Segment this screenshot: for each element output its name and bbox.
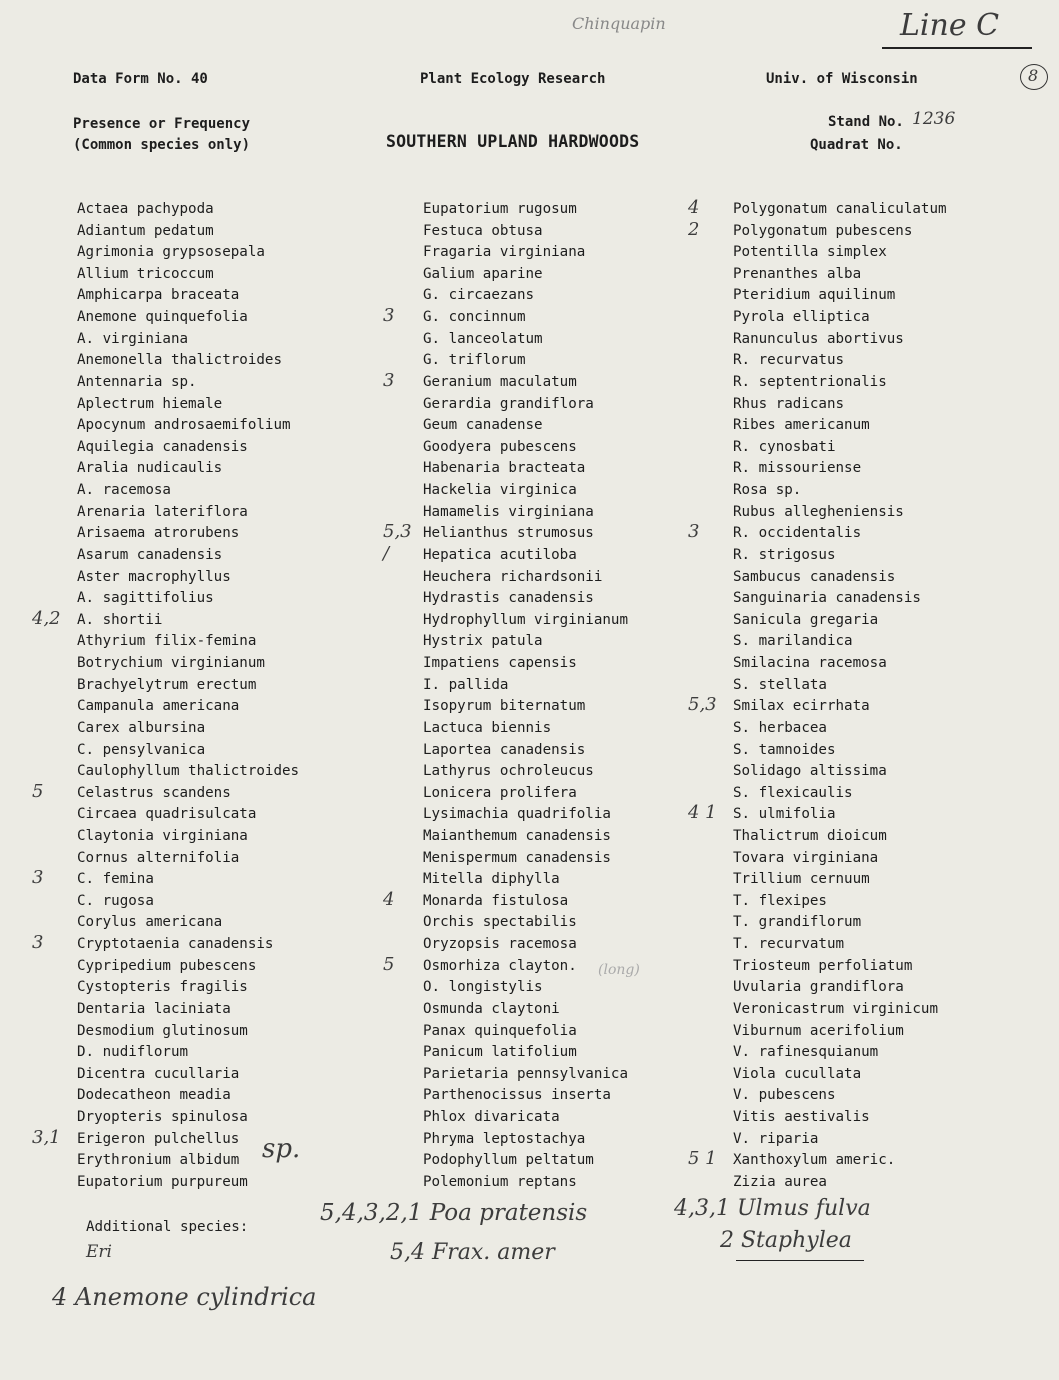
species-name: Hystrix patula — [423, 633, 543, 650]
species-name: R. strigosus — [733, 546, 836, 563]
stand-number: 1236 — [912, 109, 956, 129]
species-name: Polemonium reptans — [423, 1173, 577, 1190]
species-name: Geum canadense — [423, 417, 543, 434]
species-name: A. sagittifolius — [77, 590, 214, 607]
species-name: S. herbacea — [733, 719, 827, 736]
species-name: Smilacina racemosa — [733, 655, 887, 672]
species-name: Sambucus canadensis — [733, 568, 896, 585]
species-name: Solidago altissima — [733, 763, 887, 780]
species-name: Athyrium filix-femina — [77, 633, 257, 650]
species-name: Hydrophyllum virginianum — [423, 611, 628, 628]
frequency-mark: 3,1 — [32, 1126, 61, 1148]
species-name: Dodecatheon meadia — [77, 1087, 231, 1104]
sp-annotation: sp. — [262, 1134, 301, 1164]
species-name: Actaea pachypoda — [77, 201, 214, 217]
line-label-underline — [882, 47, 1032, 49]
species-name: Aplectrum hiemale — [77, 395, 223, 412]
species-name: R. septentrionalis — [733, 373, 887, 390]
species-name: Cystopteris fragilis — [77, 979, 248, 996]
species-name: G. lanceolatum — [423, 330, 543, 347]
species-name: S. flexicaulis — [733, 784, 853, 801]
species-name: T. recurvatum — [733, 936, 845, 953]
species-name: R. recurvatus — [733, 352, 845, 369]
species-name: Adiantum pedatum — [77, 222, 214, 239]
species-name: Erythronium albidum — [77, 1152, 240, 1169]
species-name: Lonicera prolifera — [423, 784, 577, 801]
frequency-mark: 3 — [32, 867, 44, 889]
species-name: G. triflorum — [423, 352, 526, 369]
species-name: Pyrola elliptica — [733, 309, 870, 326]
species-name: Botrychium virginianum — [77, 655, 265, 672]
species-name: S. ulmifolia — [733, 806, 836, 823]
species-name: Gerardia grandiflora — [423, 395, 594, 412]
species-name: Xanthoxylum americ. — [733, 1152, 896, 1169]
species-name: Desmodium glutinosum — [77, 1022, 248, 1039]
species-name: R. missouriense — [733, 460, 862, 477]
presence-frequency-label: Presence or Frequency — [73, 116, 251, 132]
additional-species-label: Additional species: — [86, 1219, 249, 1235]
species-name: Aquilegia canadensis — [77, 438, 248, 455]
species-name: Aster macrophyllus — [77, 568, 231, 585]
species-name: Festuca obtusa — [423, 222, 543, 239]
species-name: Osmorhiza clayton. — [423, 957, 577, 974]
species-name: Smilax ecirrhata — [733, 698, 870, 715]
species-name: Hepatica acutiloba — [423, 546, 577, 563]
species-name: Viburnum acerifolium — [733, 1022, 904, 1039]
species-name: Sanguinaria canadensis — [733, 590, 921, 607]
species-name: Cypripedium pubescens — [77, 957, 257, 974]
species-name: Dicentra cucullaria — [77, 1065, 240, 1082]
species-name: V. riparia — [733, 1130, 819, 1147]
species-name: Sanicula gregaria — [733, 611, 879, 628]
species-name: Menispermum canadensis — [423, 849, 611, 866]
species-name: Prenanthes alba — [733, 265, 862, 282]
species-name: Uvularia grandiflora — [733, 979, 904, 996]
species-name: Veronicastrum virginicum — [733, 1000, 938, 1017]
form-title: SOUTHERN UPLAND HARDWOODS — [386, 132, 640, 151]
species-name: Panax quinquefolia — [423, 1022, 577, 1039]
species-name: Monarda fistulosa — [423, 892, 569, 909]
species-name: Cryptotaenia canadensis — [77, 936, 274, 953]
species-name: Rubus allegheniensis — [733, 503, 904, 520]
frequency-mark: 3 — [32, 932, 44, 954]
form-number: Data Form No. 40 — [73, 71, 208, 87]
species-name: Pteridium aquilinum — [733, 287, 896, 304]
species-name: Potentilla simplex — [733, 244, 887, 261]
species-name: Parietaria pennsylvanica — [423, 1065, 628, 1082]
species-name: T. grandiflorum — [733, 914, 862, 931]
species-name: Phlox divaricata — [423, 1109, 560, 1126]
species-name: Panicum latifolium — [423, 1044, 577, 1061]
species-name: Mitella diphylla — [423, 871, 560, 888]
frequency-mark: 4,2 — [32, 607, 61, 629]
species-name: Allium tricoccum — [77, 265, 214, 282]
top-handwritten-note: Chinquapin — [572, 14, 666, 33]
staphylea-underline — [736, 1260, 864, 1261]
quadrat-label: Quadrat No. — [810, 137, 903, 153]
species-name: Campanula americana — [77, 698, 240, 715]
species-name: Eupatorium rugosum — [423, 201, 577, 217]
frequency-mark: 2 — [688, 218, 700, 240]
species-name: Aralia nudicaulis — [77, 460, 223, 477]
species-name: Lactuca biennis — [423, 719, 552, 736]
species-name: Podophyllum peltatum — [423, 1152, 594, 1169]
page-number: 8 — [1028, 66, 1039, 85]
species-name: Corylus americana — [77, 914, 223, 931]
species-name: G. concinnum — [423, 309, 526, 326]
stand-label: Stand No. — [828, 114, 904, 130]
species-name: A. shortii — [77, 611, 163, 628]
species-name: S. marilandica — [733, 633, 853, 650]
frequency-mark: 3 — [688, 521, 700, 543]
species-name: A. virginiana — [77, 330, 189, 347]
frequency-mark: 5 — [32, 780, 44, 802]
species-name: Agrimonia grypsosepala — [77, 244, 265, 261]
species-name: Heuchera richardsonii — [423, 568, 603, 585]
species-name: C. pensylvanica — [77, 741, 206, 758]
species-name: A. racemosa — [77, 482, 171, 499]
additional-species-6: 2 Staphylea — [720, 1228, 852, 1253]
species-name: Zizia aurea — [733, 1173, 827, 1190]
species-name: Antennaria sp. — [77, 373, 197, 390]
species-name: Parthenocissus inserta — [423, 1087, 611, 1104]
species-name: Phryma leptostachya — [423, 1130, 586, 1147]
species-name: Ranunculus abortivus — [733, 330, 904, 347]
frequency-mark: 4 — [383, 888, 395, 910]
species-name: Orchis spectabilis — [423, 914, 577, 931]
species-name: Maianthemum canadensis — [423, 827, 611, 844]
species-name: Asarum canadensis — [77, 546, 223, 563]
species-name: Cornus alternifolia — [77, 849, 240, 866]
species-name: R. occidentalis — [733, 525, 862, 542]
species-name: Lathyrus ochroleucus — [423, 763, 594, 780]
species-name: C. femina — [77, 871, 154, 888]
frequency-mark: 3 — [383, 305, 395, 327]
species-name: I. pallida — [423, 676, 509, 693]
species-name: Goodyera pubescens — [423, 438, 577, 455]
frequency-mark: 4 1 — [688, 802, 717, 824]
frequency-mark: 5 1 — [688, 1148, 717, 1170]
species-name: Rosa sp. — [733, 482, 802, 499]
species-name: S. tamnoides — [733, 741, 836, 758]
species-name: Impatiens capensis — [423, 655, 577, 672]
additional-species-3: 5,4,3,2,1 Poa pratensis — [320, 1200, 588, 1226]
species-name: Arisaema atrorubens — [77, 525, 240, 542]
university: Univ. of Wisconsin — [766, 71, 918, 87]
frequency-mark: / — [383, 542, 390, 564]
species-name: Celastrus scandens — [77, 784, 231, 801]
species-name: Habenaria bracteata — [423, 460, 586, 477]
species-name: Rhus radicans — [733, 395, 845, 412]
species-name: S. stellata — [733, 676, 827, 693]
species-name: Ribes americanum — [733, 417, 870, 434]
species-name: Claytonia virginiana — [77, 827, 248, 844]
species-name: Triosteum perfoliatum — [733, 957, 913, 974]
species-name: V. rafinesquianum — [733, 1044, 879, 1061]
species-name: G. circaezans — [423, 287, 535, 304]
species-name: T. flexipes — [733, 892, 827, 909]
species-name: Hamamelis virginiana — [423, 503, 594, 520]
additional-species-1: Eri — [86, 1242, 112, 1262]
species-name: Helianthus strumosus — [423, 525, 594, 542]
common-species-label: (Common species only) — [73, 137, 251, 153]
species-name: O. longistylis — [423, 979, 543, 996]
species-name: Osmunda claytoni — [423, 1000, 560, 1017]
species-name: D. nudiflorum — [77, 1044, 189, 1061]
additional-species-4: 5,4 Frax. amer — [390, 1240, 555, 1265]
species-name: Lysimachia quadrifolia — [423, 806, 611, 823]
species-name: Galium aparine — [423, 265, 543, 282]
species-name: Isopyrum biternatum — [423, 698, 586, 715]
species-name: Apocynum androsaemifolium — [77, 417, 291, 434]
frequency-mark: 4 — [688, 197, 700, 218]
species-name: Dentaria laciniata — [77, 1000, 231, 1017]
species-name: V. pubescens — [733, 1087, 836, 1104]
species-name: Oryzopsis racemosa — [423, 936, 577, 953]
species-name: Tovara virginiana — [733, 849, 879, 866]
species-name: Hackelia virginica — [423, 482, 577, 499]
frequency-mark: 5,3 — [383, 521, 412, 543]
species-name: Vitis aestivalis — [733, 1109, 870, 1126]
species-name: Anemone quinquefolia — [77, 309, 248, 326]
species-name: Polygonatum canaliculatum — [733, 201, 947, 217]
species-name: R. cynosbati — [733, 438, 836, 455]
species-name: Polygonatum pubescens — [733, 222, 913, 239]
margin-note: (long) — [598, 962, 640, 978]
species-name: Anemonella thalictroides — [77, 352, 282, 369]
species-name: Caulophyllum thalictroides — [77, 763, 300, 780]
species-name: Laportea canadensis — [423, 741, 586, 758]
species-name: Carex albursina — [77, 719, 206, 736]
species-name: Geranium maculatum — [423, 373, 577, 390]
species-name: Amphicarpa braceata — [77, 287, 240, 304]
frequency-mark: 5,3 — [688, 694, 717, 716]
species-name: Arenaria lateriflora — [77, 503, 248, 520]
species-name: Hydrastis canadensis — [423, 590, 594, 607]
species-name: Dryopteris spinulosa — [77, 1109, 248, 1126]
line-label: Line C — [900, 8, 1000, 43]
frequency-mark: 5 — [383, 953, 395, 975]
species-name: Fragaria virginiana — [423, 244, 586, 261]
frequency-mark: 3 — [383, 369, 395, 391]
species-name: C. rugosa — [77, 892, 154, 909]
species-name: Circaea quadrisulcata — [77, 806, 257, 823]
species-name: Erigeron pulchellus — [77, 1130, 240, 1147]
species-name: Thalictrum dioicum — [733, 827, 887, 844]
additional-species-5: 4,3,1 Ulmus fulva — [674, 1196, 871, 1221]
additional-species-2: 4 Anemone cylindrica — [52, 1283, 317, 1311]
species-name: Eupatorium purpureum — [77, 1173, 248, 1190]
species-name: Brachyelytrum erectum — [77, 676, 257, 693]
species-name: Viola cucullata — [733, 1065, 862, 1082]
species-name: Trillium cernuum — [733, 871, 870, 888]
organization: Plant Ecology Research — [420, 71, 606, 87]
